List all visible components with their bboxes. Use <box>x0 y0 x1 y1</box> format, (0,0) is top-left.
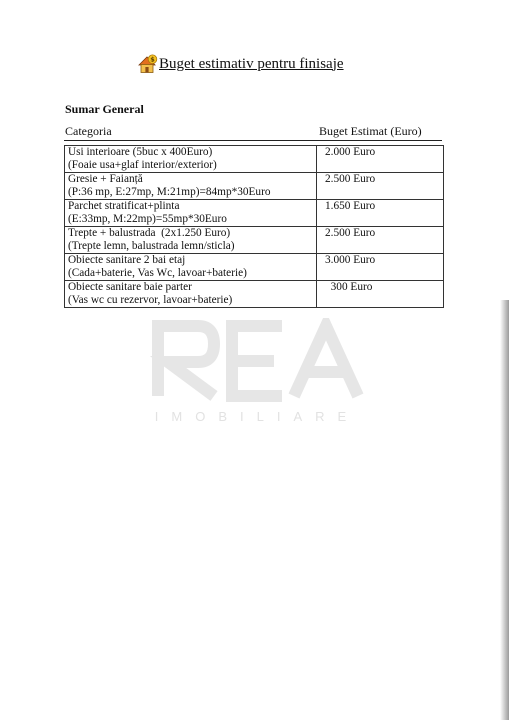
house-money-icon <box>138 54 158 74</box>
budget-cell: 1.650 Euro <box>317 200 444 227</box>
category-detail: (P:36 mp, E:27mp, M:21mp)=84mp*30Euro <box>68 186 271 198</box>
section-title: Sumar General <box>65 102 144 116</box>
header-rule <box>64 140 442 141</box>
page-edge-shadow <box>500 300 509 720</box>
category-cell <box>65 200 317 227</box>
budget-table <box>64 145 444 308</box>
table-row <box>65 200 444 227</box>
table-row <box>65 254 444 281</box>
category-cell <box>65 254 317 281</box>
category-label: Obiecte sanitare baie parter <box>68 281 192 293</box>
rea-watermark-logo <box>150 318 365 426</box>
category-detail: (E:33mp, M:22mp)=55mp*30Euro <box>68 213 227 225</box>
budget-cell: 2.000 Euro <box>317 146 444 173</box>
category-label: Trepte + balustrada (2x1.250 Euro) <box>68 227 231 239</box>
column-header-category: Categoria <box>65 124 112 138</box>
category-detail: (Vas wc cu rezervor, lavoar+baterie) <box>68 294 233 306</box>
budget-cell: 2.500 Euro <box>317 173 444 200</box>
category-label: Usi interioare (5buc x 400Euro) <box>68 146 213 158</box>
budget-cell: 2.500 Euro <box>317 227 444 254</box>
category-detail: (Cada+baterie, Vas Wc, lavoar+baterie) <box>68 267 247 279</box>
category-detail: (Trepte lemn, balustrada lemn/sticla) <box>68 240 235 252</box>
category-detail: (Foaie usa+glaf interior/exterior) <box>68 159 217 171</box>
budget-cell: 3.000 Euro <box>317 254 444 281</box>
category-label: Gresie + Faianță <box>68 173 143 185</box>
category-cell <box>65 281 317 308</box>
table-row <box>65 146 444 173</box>
table-row <box>65 227 444 254</box>
category-cell <box>65 146 317 173</box>
column-header-budget: Buget Estimat (Euro) <box>319 124 422 138</box>
watermark-tagline: IMOBILIARE <box>154 409 360 424</box>
category-label: Obiecte sanitare 2 bai etaj <box>68 254 186 266</box>
table-row <box>65 281 444 308</box>
budget-cell: 300 Euro <box>317 281 444 308</box>
category-cell <box>65 227 317 254</box>
table-row <box>65 173 444 200</box>
category-label: Parchet stratificat+plinta <box>68 200 180 212</box>
document-title <box>138 52 378 76</box>
document-title-text: Buget estimativ pentru finisaje <box>159 55 344 72</box>
category-cell <box>65 173 317 200</box>
svg-text:$: $ <box>150 55 155 64</box>
